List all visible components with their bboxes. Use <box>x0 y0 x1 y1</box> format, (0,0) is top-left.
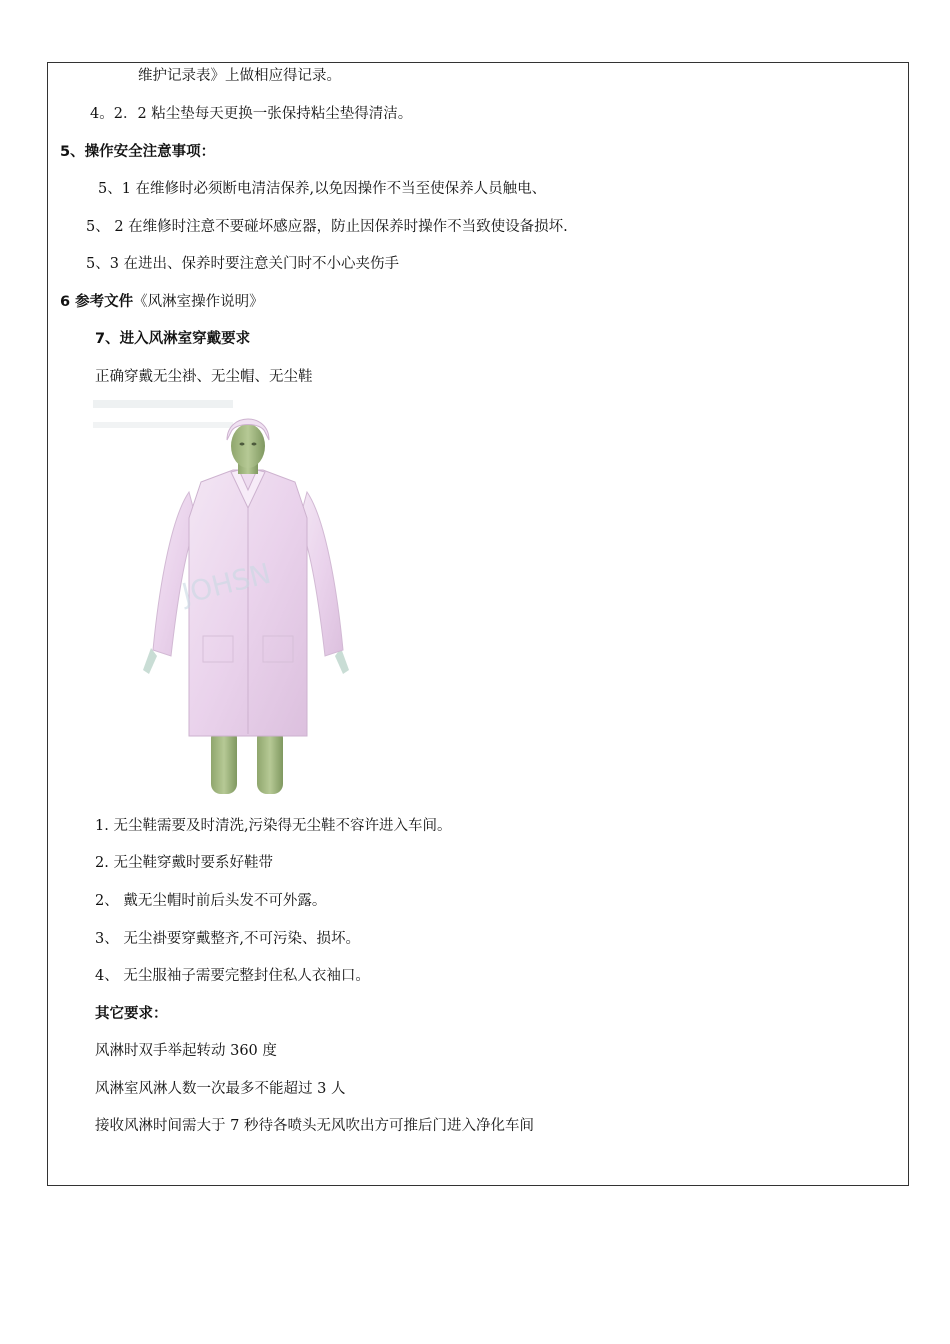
list-item: 1. 无尘鞋需要及时清洗,污染得无尘鞋不容许进入车间。 <box>95 818 452 834</box>
other-requirement-item: 接收风淋时间需大于 7 秒待各喷头无风吹出方可推后门进入净化车间 <box>95 1118 534 1134</box>
reference-label: 6 参考文件 <box>60 294 134 310</box>
text-line: 4。2．2 粘尘垫每天更换一张保持粘尘垫得清洁。 <box>90 106 413 122</box>
text-line: 正确穿戴无尘褂、无尘帽、无尘鞋 <box>95 369 313 385</box>
list-item: 2. 无尘鞋穿戴时要系好鞋带 <box>95 855 273 871</box>
reference-doc: 《风淋室操作说明》 <box>133 294 264 310</box>
text-line: 5、1 在维修时必须断电清洁保养,以免因操作不当至使保养人员触电、 <box>98 181 547 197</box>
list-item: 3、 无尘褂要穿戴整齐,不可污染、损坏。 <box>95 931 360 947</box>
section-heading: 5、操作安全注意事项： <box>60 144 216 160</box>
other-requirement-item: 风淋时双手举起转动 360 度 <box>95 1043 277 1059</box>
text-line: 维护记录表》上做相应得记录。 <box>138 68 341 84</box>
text-line: 5、3 在进出、保养时要注意关门时不小心夹伤手 <box>86 256 400 272</box>
text-line: 5、 2 在维修时注意不要碰坏感应器，防止因保养时操作不当致使设备损坏. <box>86 219 568 235</box>
other-requirement-item: 风淋室风淋人数一次最多不能超过 3 人 <box>95 1081 346 1097</box>
list-item: 4、 无尘服袖子需要完整封住私人衣袖口。 <box>95 968 370 984</box>
other-requirements-heading: 其它要求： <box>95 1006 168 1022</box>
mannequin-illustration <box>93 398 423 796</box>
watermark-text: JOHSN <box>178 556 275 611</box>
section-heading: 7、进入风淋室穿戴要求 <box>95 331 251 347</box>
cleanroom-garment-photo <box>93 398 423 796</box>
list-item: 2、 戴无尘帽时前后头发不可外露。 <box>95 893 327 909</box>
reference-line <box>60 292 264 312</box>
